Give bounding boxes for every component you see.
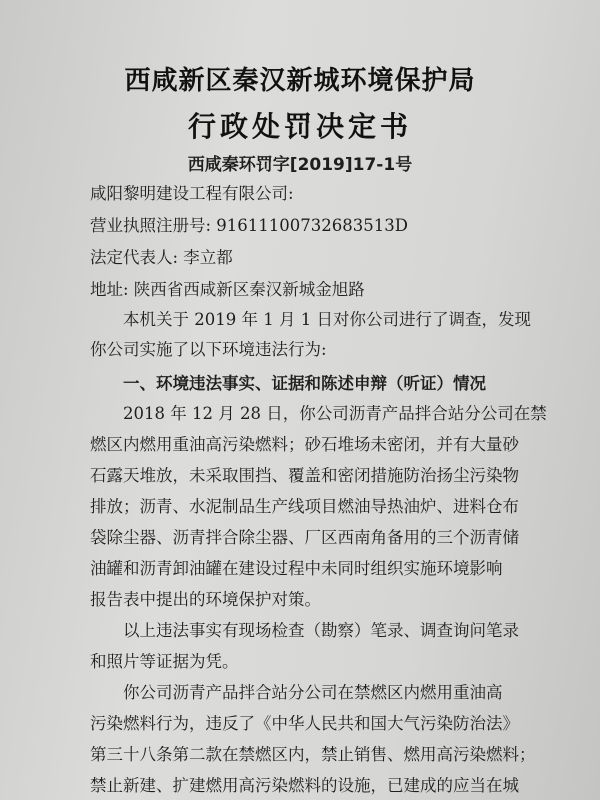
paragraph-line: 和照片等证据为凭。 <box>90 652 239 671</box>
agency-title: 西咸新区秦汉新城环境保护局 <box>124 66 476 96</box>
intro-line: 你公司实施了以下环境违法行为: <box>90 340 327 359</box>
party-name: 咸阳黎明建设工程有限公司: <box>90 184 294 203</box>
paragraph-line: 袋除尘器、沥青拌合除尘器、厂区西南角备用的三个沥青储 <box>90 528 519 547</box>
paragraph-line: 排放；沥青、水泥制品生产线项目燃油导热油炉、进料仓布 <box>90 497 519 516</box>
section-heading: 一、环境违法事实、证据和陈述申辩（听证）情况 <box>123 374 486 393</box>
business-license: 营业执照注册号: 91611100732683513D <box>90 216 408 235</box>
document-number: 西咸秦环罚字[2019]17-1号 <box>187 155 413 175</box>
paragraph-line: 以上违法事实有现场检查（勘察）笔录、调查询问笔录 <box>123 621 519 640</box>
party-address: 地址: 陕西省西咸新区秦汉新城金旭路 <box>90 280 365 299</box>
paragraph-line: 报告表中提出的环境保护对策。 <box>90 590 321 609</box>
legal-representative: 法定代表人: 李立都 <box>90 248 233 267</box>
document-type-title: 行政处罚决定书 <box>187 110 412 143</box>
paragraph-line: 第三十八条第二款在禁燃区内，禁止销售、燃用高污染燃料； <box>90 745 536 764</box>
intro-line: 本机关于 2019 年 1 月 1 日对你公司进行了调查，发现 <box>123 310 531 329</box>
paragraph-line: 2018 年 12 月 28 日，你公司沥青产品拌合站分公司在禁 <box>123 404 547 423</box>
paragraph-line: 燃区内燃用重油高污染燃料；砂石堆场未密闭，并有大量砂 <box>90 435 519 454</box>
paragraph-line: 石露天堆放，未采取围挡、覆盖和密闭措施防治扬尘污染物 <box>90 466 519 485</box>
paragraph-line: 污染燃料行为，违反了《中华人民共和国大气污染防治法》 <box>90 714 519 733</box>
paragraph-line: 禁止新建、扩建燃用高污染燃料的设施，已建成的应当在城 <box>90 776 519 795</box>
paragraph-line: 你公司沥青产品拌合站分公司在禁燃区内燃用重油高 <box>123 683 503 702</box>
paragraph-line: 油罐和沥青卸油罐在建设过程中未同时组织实施环境影响 <box>90 559 503 578</box>
